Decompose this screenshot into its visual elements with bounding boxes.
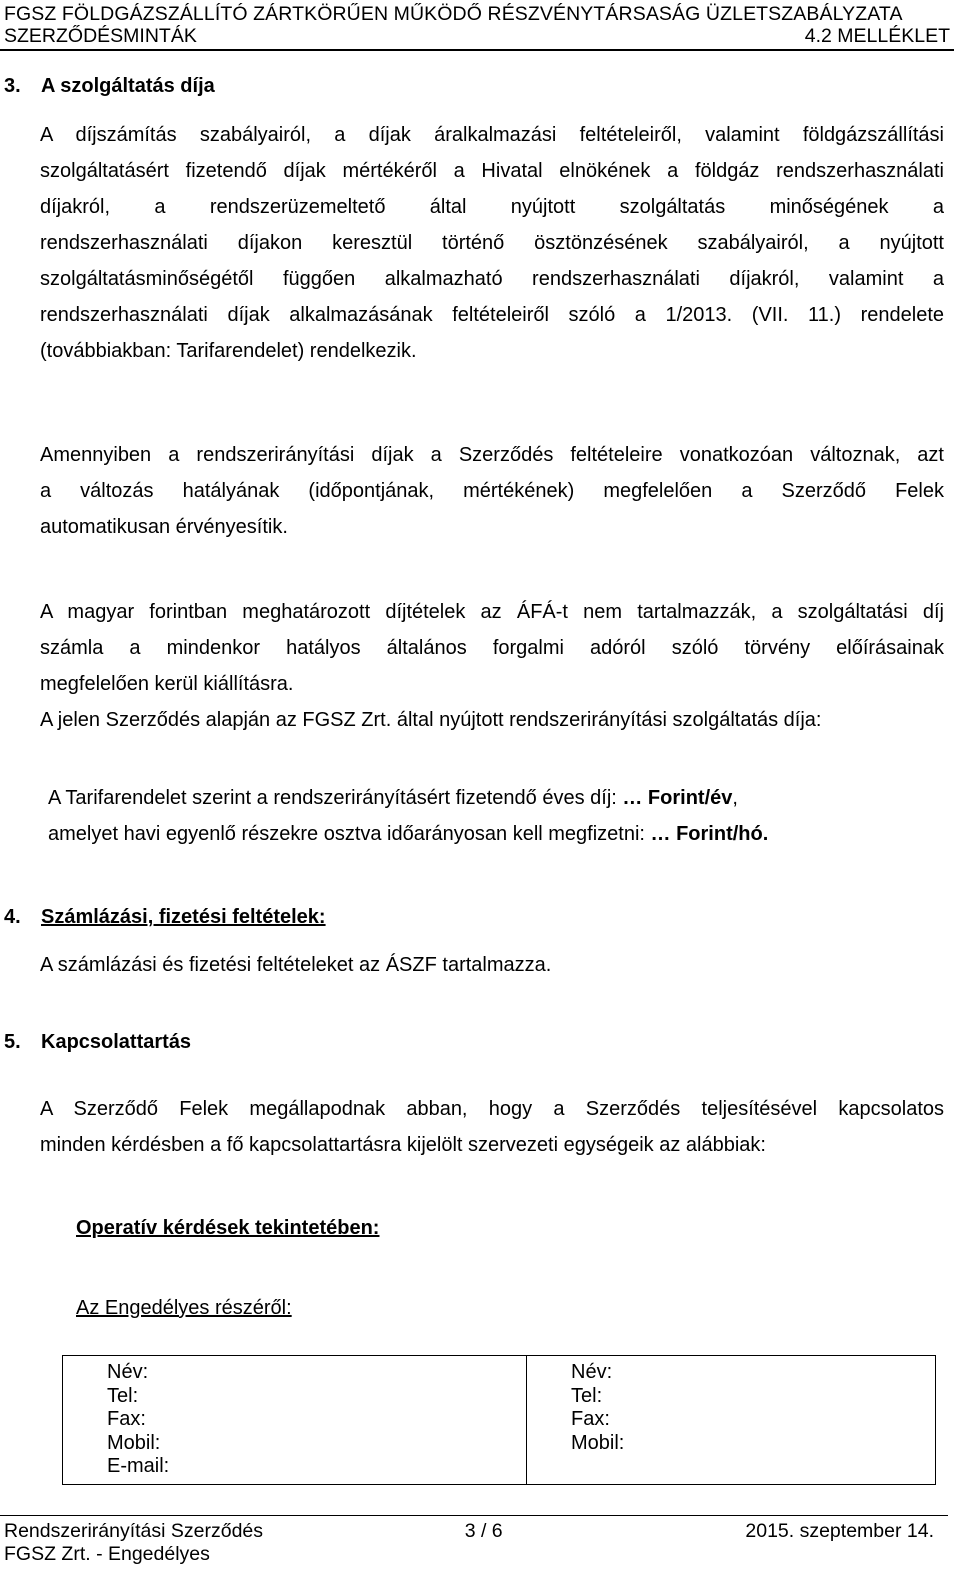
- section-4-title: Számlázási, fizetési feltételek:: [41, 906, 326, 928]
- paragraph-line: díjakról, a rendszerüzemeltető által nyújtott szolgáltatás minőségének a: [40, 196, 944, 218]
- table-row: [63, 1356, 936, 1485]
- contact-label: Mobil:: [107, 1431, 161, 1454]
- monthly-fee-line: [48, 816, 768, 852]
- contact-label: Név:: [571, 1361, 613, 1383]
- section-3-paragraph-1: [40, 117, 944, 369]
- contact-cell-left: [63, 1356, 527, 1485]
- section-4-heading: [4, 906, 326, 929]
- paragraph-line: (továbbiakban: Tarifarendelet) rendelkezik.: [40, 340, 417, 362]
- section-3-number: 3.: [4, 75, 21, 97]
- paragraph-line: megfelelően kerül kiállításra.: [40, 673, 294, 695]
- header-annex-label: 4.2 MELLÉKLET: [804, 25, 950, 47]
- section-4-text: [40, 947, 944, 983]
- paragraph-line: Amennyiben a rendszerirányítási díjak a Szerződés feltételeire vonatkozóan változnak, azt: [40, 444, 944, 466]
- header-company-title: FGSZ FÖLDGÁZSZÁLLÍTÓ ZÁRTKÖRŰEN MŰKÖDŐ RÉSZVÉNYTÁRSASÁG ÜZLETSZABÁLYZATA: [4, 3, 903, 25]
- footer-party: FGSZ Zrt. - Engedélyes: [4, 1543, 210, 1565]
- contact-label: E-mail:: [107, 1455, 170, 1477]
- section-3-title: A szolgáltatás díja: [41, 75, 215, 97]
- annual-fee-label: A Tarifarendelet szerint a rendszerirányításért fizetendő éves díj:: [48, 787, 623, 809]
- paragraph-line: A magyar forintban meghatározott díjtételek az ÁFÁ-t nem tartalmazzák, a szolgáltatási díj: [40, 601, 944, 623]
- footer-date: 2015. szeptember 14.: [745, 1520, 934, 1542]
- section-4-number: 4.: [4, 906, 21, 928]
- header-section-label: SZERZŐDÉSMINTÁK: [4, 25, 197, 47]
- section-3-paragraph-3: [40, 594, 944, 738]
- contact-label: Mobil:: [571, 1431, 625, 1454]
- licensee-side-heading: Az Engedélyes részéről:: [76, 1297, 292, 1319]
- paragraph-line: automatikusan érvényesítik.: [40, 516, 288, 538]
- annual-fee-value: … Forint/év: [622, 787, 733, 809]
- paragraph-line: szolgáltatásminőségétől függően alkalmazható rendszerhasználati díjakról, valamint a: [40, 268, 944, 290]
- contact-label: Név:: [107, 1361, 149, 1383]
- footer-divider: [0, 1515, 948, 1516]
- header-subline: [4, 25, 950, 47]
- footer-contract-name: Rendszerirányítási Szerződés: [4, 1520, 264, 1542]
- paragraph-line: A jelen Szerződés alapján az FGSZ Zrt. által nyújtott rendszerirányítási szolgáltatás díja:: [40, 709, 822, 731]
- paragraph-line: minden kérdésben a fő kapcsolattartásra kijelölt szervezeti egységeik az alábbiak:: [40, 1134, 766, 1156]
- footer-page-number: 3 / 6: [464, 1520, 503, 1542]
- paragraph-line: a változás hatályának (időpontjának, mértékének) megfelelően a Szerződő Felek: [40, 480, 944, 502]
- paragraph-line: számla a mindenkor hatályos általános forgalmi adóról szóló törvény előírásainak: [40, 637, 944, 659]
- paragraph-line: A számlázási és fizetési feltételeket az ÁSZF tartalmazza.: [40, 954, 552, 976]
- paragraph-line: szolgáltatásért fizetendő díjak mértékéről a Hivatal elnökének a földgáz rendszerhasználati: [40, 160, 944, 182]
- paragraph-line: A díjszámítás szabályairól, a díjak áralkalmazási feltételeiről, valamint földgázszállítási: [40, 124, 944, 146]
- monthly-fee-value: … Forint/hó.: [650, 823, 769, 845]
- monthly-fee-label: amelyet havi egyenlő részekre osztva időarányosan kell megfizetni:: [48, 823, 651, 845]
- contact-table: [62, 1355, 936, 1485]
- paragraph-line: A Szerződő Felek megállapodnak abban, hogy a Szerződés teljesítésével kapcsolatos: [40, 1098, 944, 1120]
- footer-line-1: [4, 1520, 934, 1542]
- section-3-heading: [4, 75, 215, 98]
- paragraph-line: rendszerhasználati díjak alkalmazásának feltételeiről szóló a 1/2013. (VII. 11.) rendelete: [40, 304, 944, 326]
- operative-matters-heading: Operatív kérdések tekintetében:: [76, 1217, 380, 1239]
- annual-fee-line: [48, 780, 738, 816]
- contact-label: Fax:: [571, 1408, 610, 1430]
- header-divider: [0, 49, 954, 51]
- section-5-title: Kapcsolattartás: [41, 1031, 192, 1053]
- annual-fee-tail: ,: [732, 787, 738, 809]
- contact-label: Fax:: [107, 1408, 146, 1430]
- contact-label: Tel:: [571, 1384, 603, 1407]
- contact-label: Tel:: [107, 1384, 139, 1407]
- section-5-number: 5.: [4, 1031, 21, 1053]
- section-5-paragraph: [40, 1091, 944, 1163]
- contact-cell-right: [527, 1356, 936, 1485]
- section-3-paragraph-2: [40, 437, 944, 545]
- section-5-heading: [4, 1031, 191, 1054]
- paragraph-line: rendszerhasználati díjakon keresztül történő ösztönzésének szabályairól, a nyújtott: [40, 232, 944, 254]
